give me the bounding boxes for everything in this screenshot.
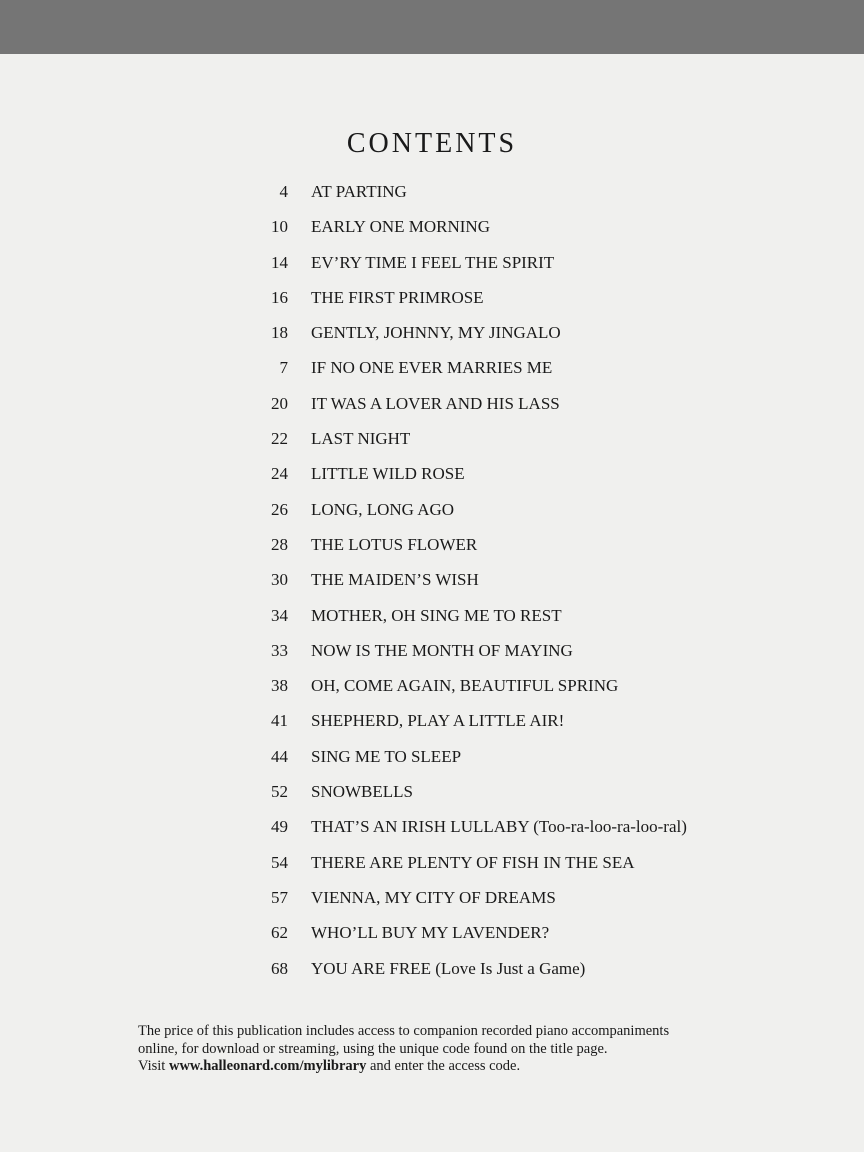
toc-entry [0, 423, 864, 458]
toc-song-subtitle: (Too-ra-loo-ra-loo-ral) [533, 817, 687, 837]
toc-song-title-text: MOTHER, OH SING ME TO REST [311, 605, 562, 625]
toc-entry [0, 847, 864, 882]
toc-song-title-text: IT WAS A LOVER AND HIS LASS [311, 393, 560, 413]
toc-song-title-text: IF NO ONE EVER MARRIES ME [311, 358, 553, 378]
toc-song-title [311, 711, 564, 731]
toc-page-number: 14 [271, 252, 288, 272]
toc-song-title [311, 606, 562, 626]
toc-entry [0, 953, 864, 988]
footer-access-text: and enter the access code. [366, 1058, 521, 1074]
toc-song-title-text: EV’RY TIME I FEEL THE SPIRIT [311, 252, 555, 272]
toc-page-number: 24 [271, 464, 288, 484]
footer-line-3 [138, 1058, 758, 1076]
footer-visit-text: Visit [138, 1058, 169, 1074]
toc-page-number: 54 [271, 852, 288, 872]
library-url: www.halleonard.com/mylibrary [168, 1058, 367, 1074]
toc-entry [0, 776, 864, 811]
toc-entry [0, 564, 864, 599]
toc-entry [0, 811, 864, 846]
toc-song-title-text: THE FIRST PRIMROSE [311, 287, 484, 307]
toc-entry [0, 670, 864, 705]
toc-entry [0, 317, 864, 352]
toc-song-title [311, 429, 410, 449]
toc-page-number: 44 [271, 746, 288, 766]
toc-page-number: 16 [271, 287, 288, 307]
toc-song-title-text: LAST NIGHT [311, 429, 411, 449]
toc-entry [0, 352, 864, 387]
toc-song-title-text: OH, COME AGAIN, BEAUTIFUL SPRING [311, 676, 619, 696]
toc-song-title-text: VIENNA, MY CITY OF DREAMS [311, 887, 556, 907]
toc-page-number: 30 [271, 570, 288, 590]
toc-song-title-text: THAT’S AN IRISH LULLABY [311, 817, 530, 837]
toc-page-number: 22 [271, 429, 288, 449]
toc-entry [0, 282, 864, 317]
toc-entry [0, 494, 864, 529]
toc-song-title-text: SHEPHERD, PLAY A LITTLE AIR! [311, 711, 565, 731]
toc-entry [0, 635, 864, 670]
toc-entry [0, 741, 864, 776]
toc-song-title [311, 853, 634, 873]
toc-song-title-text: THERE ARE PLENTY OF FISH IN THE SEA [311, 852, 635, 872]
toc-entry [0, 529, 864, 564]
toc-song-title-text: NOW IS THE MONTH OF MAYING [311, 640, 573, 660]
toc-entry [0, 211, 864, 246]
toc-page-number: 26 [271, 499, 288, 519]
toc-entry [0, 176, 864, 211]
toc-song-title-text: THE LOTUS FLOWER [311, 534, 478, 554]
toc-song-title [311, 217, 490, 237]
footer-line-2: online, for download or streaming, using the unique code found on the title page. [138, 1040, 608, 1057]
toc-song-title [311, 394, 560, 414]
toc-page-number: 10 [271, 217, 288, 237]
toc-page-number: 41 [271, 711, 288, 731]
toc-song-title [311, 182, 407, 202]
toc-song-title-text: SNOWBELLS [311, 782, 413, 802]
toc-song-title-text: AT PARTING [311, 182, 407, 201]
toc-song-title [311, 570, 479, 590]
toc-page-number: 33 [271, 640, 288, 660]
toc-page-number: 38 [271, 676, 288, 696]
toc-page-number: 4 [279, 182, 288, 201]
toc-song-title [311, 959, 585, 979]
toc-song-title-text: YOU ARE FREE [311, 958, 431, 978]
toc-entry [0, 388, 864, 423]
toc-song-title-text: WHO’LL BUY MY LAVENDER? [311, 923, 550, 943]
contents-list [0, 176, 864, 988]
toc-song-title [311, 464, 465, 484]
footer-note [138, 1023, 758, 1076]
toc-entry [0, 705, 864, 740]
toc-song-title-text: GENTLY, JOHNNY, MY JINGALO [311, 323, 561, 343]
toc-song-title-text: LONG, LONG AGO [311, 499, 455, 519]
top-bar [0, 0, 864, 54]
toc-song-title [311, 323, 561, 343]
footer-line-1: The price of this publication includes access to companion recorded piano accompaniments [138, 1023, 670, 1039]
toc-page-number: 57 [271, 887, 288, 907]
toc-entry [0, 247, 864, 282]
toc-page-number: 18 [271, 323, 288, 343]
toc-song-title-text: SING ME TO SLEEP [311, 746, 462, 766]
toc-song-title [311, 358, 552, 378]
toc-song-title [311, 500, 454, 520]
page-title: CONTENTS [346, 128, 518, 159]
toc-page-number: 20 [271, 393, 288, 413]
toc-song-title [311, 535, 477, 555]
toc-song-title [311, 817, 687, 837]
toc-song-title-text: LITTLE WILD ROSE [311, 464, 465, 484]
toc-page-number: 68 [271, 958, 288, 978]
toc-page-number: 28 [271, 534, 288, 554]
toc-entry [0, 917, 864, 952]
toc-page-number: 49 [271, 817, 288, 837]
toc-song-title [311, 747, 461, 767]
toc-page-number: 62 [271, 923, 288, 943]
toc-song-title-text: EARLY ONE MORNING [311, 217, 490, 237]
toc-entry [0, 458, 864, 493]
toc-page-number: 7 [279, 358, 288, 378]
toc-song-title-text: THE MAIDEN’S WISH [311, 570, 479, 590]
toc-entry [0, 882, 864, 917]
toc-entry [0, 600, 864, 635]
toc-page-number: 52 [271, 782, 288, 802]
toc-song-title [311, 782, 413, 802]
toc-song-title [311, 676, 618, 696]
toc-song-title [311, 253, 554, 273]
toc-song-title [311, 923, 549, 943]
toc-song-title [311, 888, 556, 908]
toc-song-subtitle: (Love Is Just a Game) [435, 958, 586, 978]
toc-song-title [311, 288, 484, 308]
toc-song-title [311, 641, 573, 661]
toc-page-number: 34 [271, 605, 288, 625]
